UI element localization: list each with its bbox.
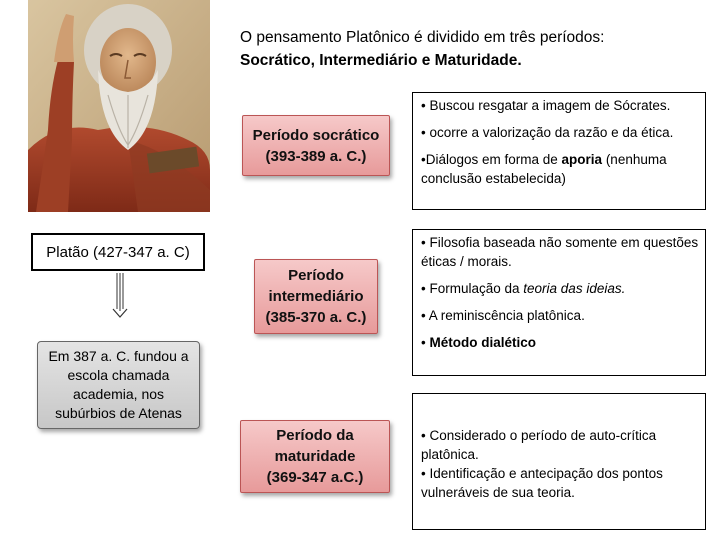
period-maturity-box (240, 420, 390, 493)
plato-portrait (28, 0, 210, 212)
period-socratic-dates: (393-389 a. C.) (265, 147, 367, 165)
intermediate-info-box (412, 229, 706, 376)
intermediate-bullet-2-italic: teoria das ideias. (523, 281, 626, 296)
intro-line-2: Socrático, Intermediário e Maturidade. (240, 52, 522, 69)
maturity-info-box (412, 393, 706, 530)
socratic-bullet-3-bold: aporia (561, 152, 603, 167)
maturity-bullet-1-text: Considerado o período de auto-crítica platônica. (421, 428, 657, 462)
maturity-bullet-2: • Identificação e antecipação dos pontos vulneráveis de sua teoria. (421, 466, 663, 500)
intermediate-bullet-2: • Formulação da teoria das ideias. (421, 281, 626, 296)
period-maturity-name-1: Período da (276, 427, 354, 444)
socratic-bullet-2-text: ocorre a valorização da razão e da ética. (429, 125, 674, 140)
intermediate-bullet-1-text: Filosofia baseada não somente em questões éticas / morais. (421, 235, 699, 269)
intermediate-bullet-1: • Filosofia baseada não somente em questões éticas / morais. (421, 235, 699, 269)
period-intermediate-name-2: intermediário (268, 288, 364, 305)
socratic-bullet-2: • ocorre a valorização da razão e da ética. (421, 125, 674, 140)
plato-label-box (31, 233, 205, 271)
period-intermediate-dates: (385-370 a. C.) (265, 309, 367, 326)
intermediate-bullet-3-text: A reminiscência platônica. (428, 308, 585, 323)
socratic-bullet-1-text: Buscou resgatar a imagem de Sócrates. (429, 98, 671, 113)
down-arrow (101, 273, 141, 321)
period-maturity-dates: (369-347 a.C.) (266, 469, 364, 486)
period-socratic-name: Período socrático (252, 126, 380, 144)
intermediate-bullet-2-pre: Formulação da (429, 281, 524, 296)
socratic-bullet-3-post: (nenhuma conclusão estabelecida) (421, 152, 667, 186)
intermediate-bullet-3: • A reminiscência platônica. (421, 308, 585, 323)
period-socratic-box (242, 115, 390, 176)
intermediate-bullet-4-text: Método dialético (429, 335, 536, 350)
intermediate-bullet-4: • Método dialético (421, 335, 536, 350)
period-intermediate-box (254, 259, 378, 334)
maturity-bullet-2-text: Identificação e antecipação dos pontos vulneráveis de sua teoria. (421, 466, 663, 500)
plato-label: Platão (427-347 a. C) (46, 243, 190, 261)
socratic-info-box (412, 92, 706, 210)
intro-line-1: O pensamento Platônico é dividido em três períodos: (240, 29, 605, 46)
academy-box (37, 341, 200, 429)
period-maturity-name-2: maturidade (274, 448, 356, 465)
socratic-bullet-3: •Diálogos em forma de aporia (nenhuma conclusão estabelecida) (421, 152, 667, 186)
academy-text: Em 387 a. C. fundou a escola chamada academia, nos subúrbios de Atenas (48, 348, 189, 421)
maturity-bullet-1: • Considerado o período de auto-crítica platônica. (421, 428, 657, 462)
intro-text (240, 26, 706, 72)
period-intermediate-name-1: Período (288, 267, 344, 284)
socratic-bullet-1: • Buscou resgatar a imagem de Sócrates. (421, 98, 671, 113)
socratic-bullet-3-pre: Diálogos em forma de (425, 152, 562, 167)
